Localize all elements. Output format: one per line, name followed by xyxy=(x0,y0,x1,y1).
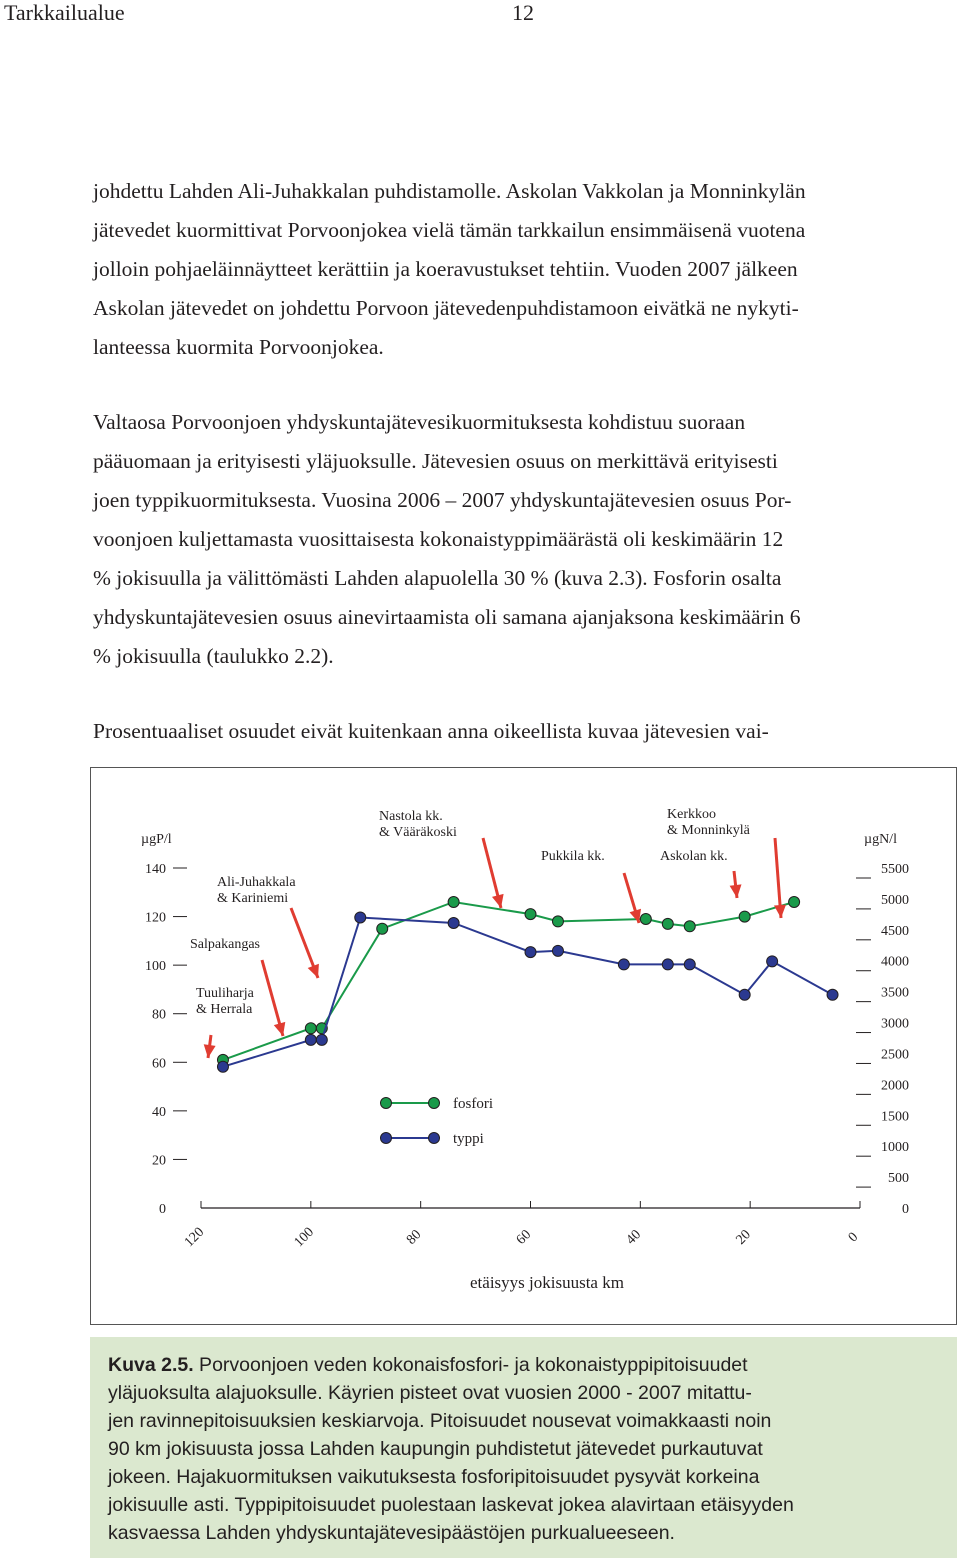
text-line: jolloin pohjaeläinnäytteet kerättiin ja koeravustukset tehtiin. Vuoden 2007 jälkeen xyxy=(93,257,798,281)
caption-line: 90 km jokisuusta jossa Lahden kaupungin puhdistetut jätevedet purkautuvat xyxy=(108,1438,763,1460)
data-point-typpi xyxy=(684,959,695,970)
annotation-label: Askolan kk. xyxy=(660,849,728,864)
left-tick-label: 0 xyxy=(159,1202,166,1217)
paragraph-2 xyxy=(93,403,953,676)
running-header xyxy=(0,0,540,30)
legend-marker-typpi xyxy=(381,1133,392,1144)
data-point-fosfori xyxy=(662,918,673,929)
left-tick-label: 40 xyxy=(152,1104,166,1120)
right-tick-label: 2000 xyxy=(881,1078,909,1094)
legend-marker-typpi xyxy=(429,1133,440,1144)
text-line: Valtaosa Porvoonjoen yhdyskuntajätevesikuormituksesta kohdistuu suoraan xyxy=(93,410,746,434)
text-line: lanteessa kuormita Porvoonjokea. xyxy=(93,335,384,359)
annotation-label: Nastola kk. xyxy=(379,809,443,824)
left-tick-label: 120 xyxy=(145,910,166,926)
x-tick-label: 0 xyxy=(845,1229,862,1246)
right-tick-label: 2500 xyxy=(881,1047,909,1063)
data-point-fosfori xyxy=(448,897,459,908)
text-line: % jokisuulla (taulukko 2.2). xyxy=(93,644,334,668)
data-point-fosfori xyxy=(377,923,388,934)
x-tick-label: 120 xyxy=(181,1224,208,1251)
annotation-arrow-head xyxy=(774,905,786,918)
figure-frame xyxy=(90,767,957,1325)
x-tick-label: 60 xyxy=(513,1227,535,1248)
data-point-typpi xyxy=(355,912,366,923)
caption-line-1 xyxy=(108,1351,941,1379)
caption-text: Porvoonjoen veden kokonaisfosfori- ja kokonaistyppipitoisuudet xyxy=(193,1354,748,1376)
right-tick-label: 1500 xyxy=(881,1109,909,1125)
right-tick-label: 4500 xyxy=(881,923,909,939)
figure-caption xyxy=(90,1337,957,1558)
annotation-arrow-head xyxy=(630,909,642,923)
text-line: Askolan jätevedet on johdettu Porvoon jätevedenpuhdistamoon eivätkä ne nykyti- xyxy=(93,296,799,320)
left-tick-label: 80 xyxy=(152,1007,166,1023)
data-point-typpi xyxy=(316,1034,327,1045)
annotation-label: & Vääräkoski xyxy=(379,825,457,840)
x-tick-label: 40 xyxy=(623,1227,645,1248)
text-line: yhdyskuntajätevesien osuus ainevirtaamista oli samana ajanjaksona keskimäärin 6 xyxy=(93,605,801,629)
data-point-fosfori xyxy=(739,911,750,922)
nutrient-chart xyxy=(91,768,958,1326)
left-axis-unit: µgP/l xyxy=(141,832,172,847)
data-point-fosfori xyxy=(789,897,800,908)
data-point-fosfori xyxy=(640,914,651,925)
right-tick-label: 0 xyxy=(902,1202,909,1217)
data-point-typpi xyxy=(217,1061,228,1072)
annotation-label: & Herrala xyxy=(196,1002,253,1017)
data-point-typpi xyxy=(662,959,673,970)
annotation-label: Tuuliharja xyxy=(196,986,254,1001)
data-point-typpi xyxy=(767,956,778,967)
legend-label-typpi: typpi xyxy=(453,1131,484,1147)
right-axis-unit: µgN/l xyxy=(864,832,897,847)
left-tick-label: 20 xyxy=(152,1153,166,1169)
legend-marker-fosfori xyxy=(429,1098,440,1109)
legend-label-fosfori: fosfori xyxy=(453,1096,493,1112)
left-tick-label: 100 xyxy=(145,959,166,975)
right-tick-label: 3000 xyxy=(881,1016,909,1032)
data-point-fosfori xyxy=(305,1023,316,1034)
annotation-label: Salpakangas xyxy=(190,937,260,952)
annotation-label: Ali-Juhakkala xyxy=(217,875,296,890)
annotation-label: Kerkkoo xyxy=(667,807,716,822)
right-tick-label: 3500 xyxy=(881,985,909,1001)
text-line: jätevedet kuormittivat Porvoonjokea vielä tämän tarkkailun ensimmäisenä vuotena xyxy=(93,218,806,242)
data-point-typpi xyxy=(525,947,536,958)
data-point-typpi xyxy=(827,989,838,1000)
legend-marker-fosfori xyxy=(381,1098,392,1109)
caption-line: kasvaessa Lahden yhdyskuntajätevesipäästöjen purkualueeseen. xyxy=(108,1522,675,1544)
data-point-typpi xyxy=(448,918,459,929)
text-line: johdettu Lahden Ali-Juhakkalan puhdistamolle. Askolan Vakkolan ja Monninkylän xyxy=(93,179,806,203)
left-tick-label: 140 xyxy=(145,862,166,877)
page-number: 12 xyxy=(512,0,534,25)
data-point-fosfori xyxy=(684,921,695,932)
right-tick-label: 500 xyxy=(888,1171,909,1187)
x-axis-title: etäisyys jokisuusta km xyxy=(470,1273,624,1292)
text-line: joen typpikuormituksesta. Vuosina 2006 – 2007 yhdyskuntajätevesien osuus Por- xyxy=(93,488,792,512)
right-tick-label: 4000 xyxy=(881,954,909,970)
annotation-label: & Monninkylä xyxy=(667,823,750,838)
data-point-typpi xyxy=(552,945,563,956)
right-tick-label: 5500 xyxy=(881,862,909,877)
right-tick-label: 1000 xyxy=(881,1140,909,1156)
data-point-fosfori xyxy=(525,909,536,920)
x-tick-label: 20 xyxy=(733,1227,754,1248)
paragraph-1 xyxy=(93,172,953,367)
x-tick-label: 100 xyxy=(291,1224,318,1251)
data-point-fosfori xyxy=(552,916,563,927)
data-point-typpi xyxy=(305,1034,316,1045)
text-line: % jokisuulla ja välittömästi Lahden alapuolella 30 % (kuva 2.3). Fosforin osalta xyxy=(93,566,782,590)
annotation-label: Pukkila kk. xyxy=(541,849,605,864)
data-point-typpi xyxy=(739,989,750,1000)
caption-line: jokisuulle asti. Typpipitoisuudet puolestaan laskevat jokea alavirtaan etäisyyden xyxy=(108,1494,794,1516)
text-line: pääuomaan ja erityisesti yläjuoksulle. Jätevesien osuus on merkittävä erityisesti xyxy=(93,449,778,473)
annotation-label: & Kariniemi xyxy=(217,891,289,906)
x-tick-label: 80 xyxy=(403,1227,425,1248)
text-line: Prosentuaaliset osuudet eivät kuitenkaan anna oikeellista kuvaa jätevesien vai- xyxy=(93,719,769,743)
caption-line: jokeen. Hajakuormituksen vaikutuksesta fosforipitoisuudet pysyvät korkeina xyxy=(108,1466,760,1488)
data-point-typpi xyxy=(618,959,629,970)
left-tick-label: 60 xyxy=(152,1056,166,1072)
caption-line: yläjuoksulta alajuoksulle. Käyrien pisteet ovat vuosien 2000 - 2007 mitattu- xyxy=(108,1382,752,1404)
caption-line: jen ravinnepitoisuuksien keskiarvoja. Pitoisuudet nousevat voimakkaasti noin xyxy=(108,1410,772,1432)
right-tick-label: 5000 xyxy=(881,892,909,908)
paragraph-3 xyxy=(93,712,953,751)
caption-label: Kuva 2.5. xyxy=(108,1354,194,1376)
section-title: Tarkkailualue xyxy=(4,0,125,25)
text-line: voonjoen kuljettamasta vuosittaisesta kokonaistyppimäärästä oli keskimäärin 12 xyxy=(93,527,784,551)
